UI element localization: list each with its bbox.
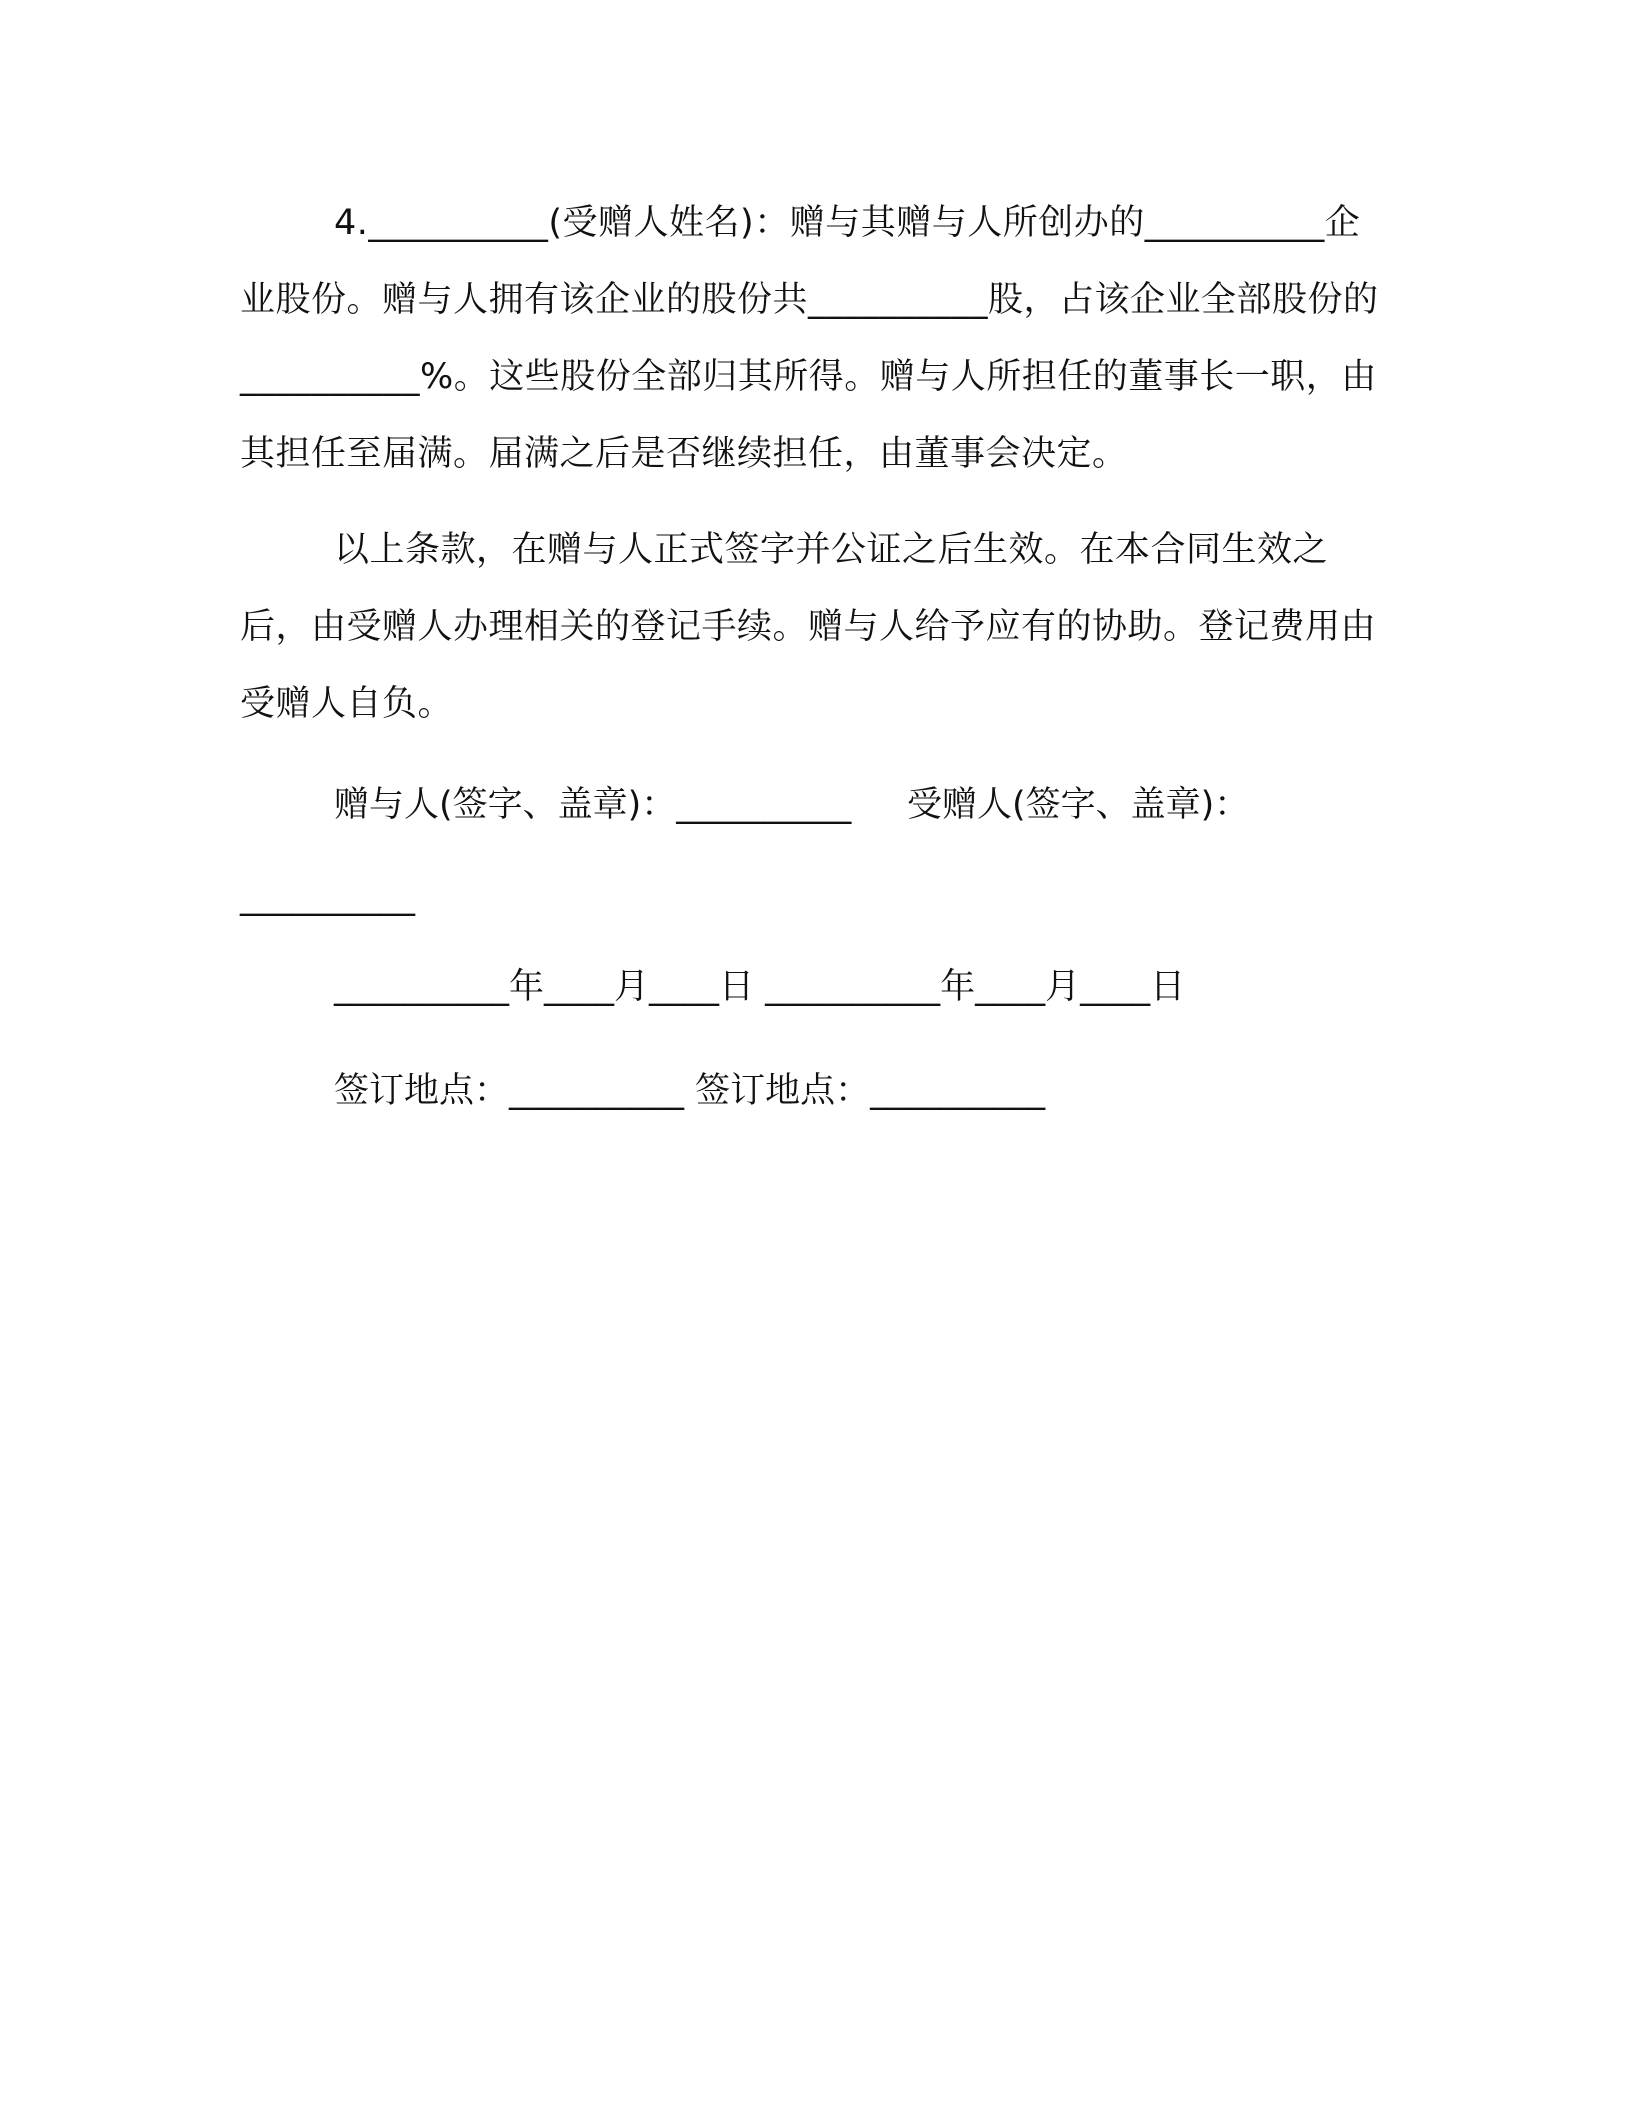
effective-clause-paragraph [240,512,1380,743]
clause-4-text: 4.__________(受赠人姓名)：赠与其赠与人所创办的__________企业股份。赠与人拥有该企业的股份共__________股，占该企业全部股份的__________%。这些股份全部归其所得。赠与人所担任的董事长一职，由其担任至届满。届满之后是否继续担任，由董事会决定。 [240,203,1379,474]
date-line: __________年____月____日 __________年____月____日 [334,967,1186,1007]
signature-line-continuation: __________ [240,877,415,917]
signing-place-line: 签订地点：__________ 签订地点：__________ [334,1071,1046,1111]
signature-line: 赠与人(签字、盖章)：__________ 受赠人(签字、盖章)： [334,785,1250,825]
effective-clause-text: 以上条款，在赠与人正式签字并公证之后生效。在本合同生效之后，由受赠人办理相关的登记手续。赠与人给予应有的协助。登记费用由受赠人自负。 [240,530,1377,724]
clause-4-paragraph [240,185,1380,493]
